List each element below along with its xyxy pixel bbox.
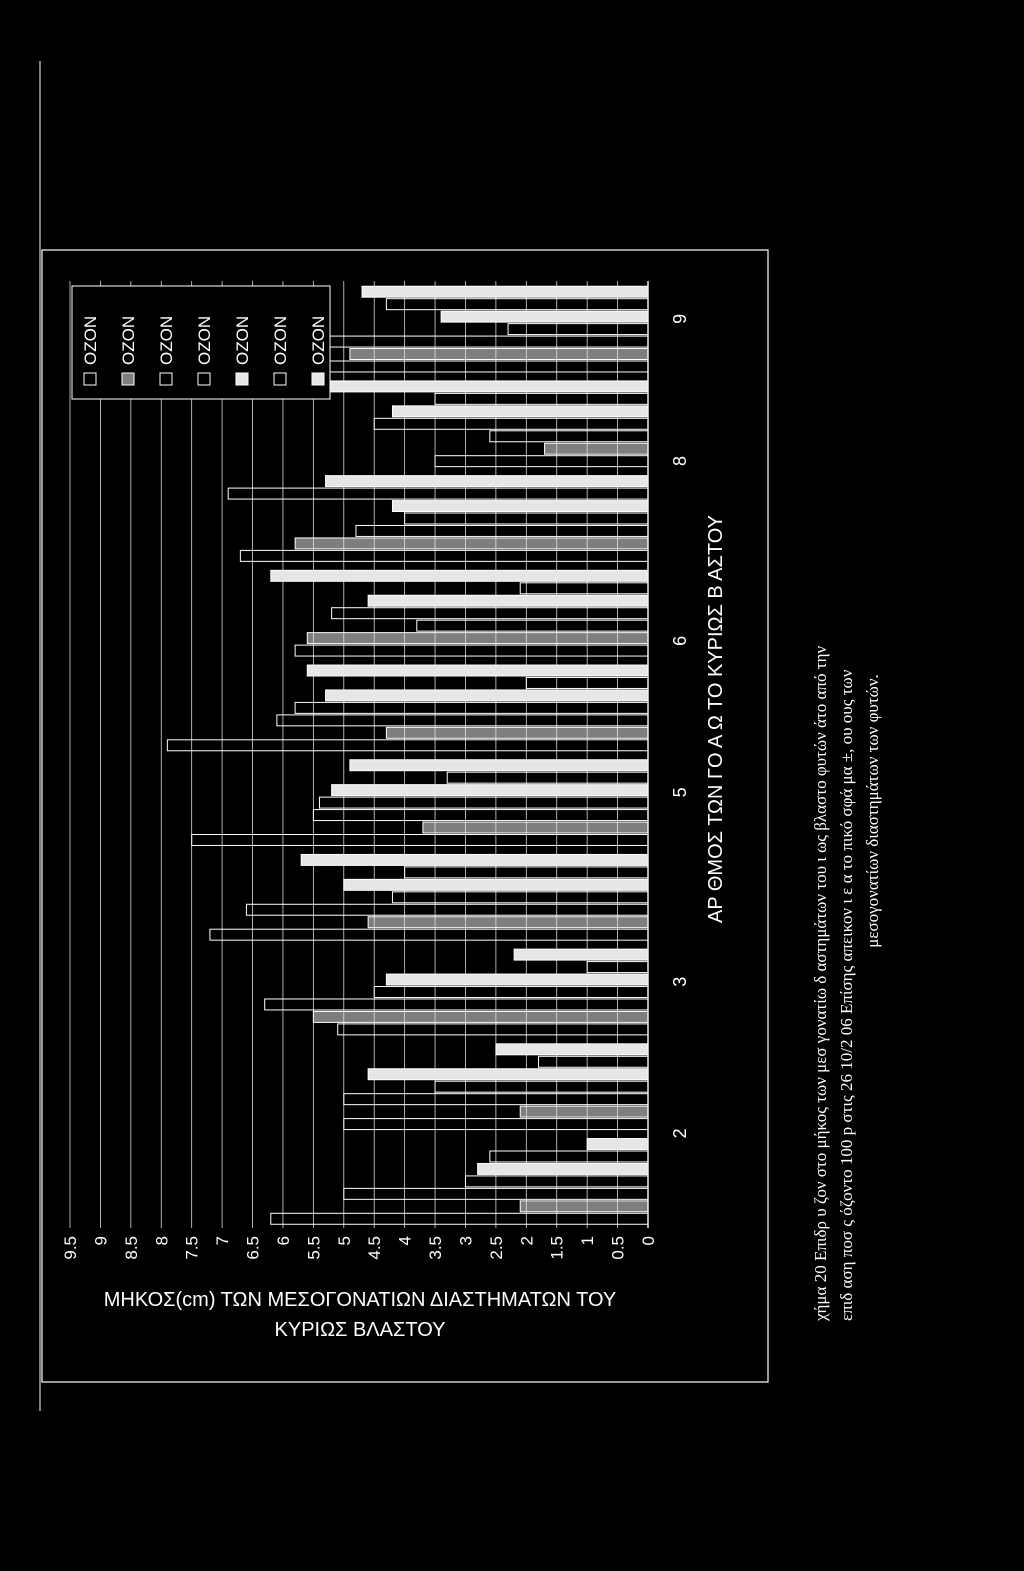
y-tick-label: 4	[395, 1236, 415, 1246]
bar	[295, 645, 648, 656]
legend-swatch	[198, 373, 210, 385]
bar	[520, 1106, 648, 1117]
bar	[301, 854, 648, 865]
bar	[319, 797, 648, 808]
bar	[368, 1069, 648, 1080]
legend-label: OZON	[233, 315, 252, 365]
bar	[246, 904, 648, 915]
legend-label: OZON	[195, 315, 214, 365]
y-tick-label: 0	[639, 1236, 658, 1246]
bar	[338, 1024, 648, 1035]
bar	[490, 431, 648, 442]
y-tick-label: 4.5	[365, 1236, 385, 1260]
legend-swatch	[84, 373, 96, 385]
bar	[228, 488, 648, 499]
y-tick-label: 9	[91, 1236, 111, 1246]
caption-line2: επιδ αση ποσ ς όζοντο 100 p στις 26 10/2 06 Επίσης απεικον ι ε α το πικό σφά μα ±, ου ους των	[837, 669, 856, 1321]
legend-label: OZON	[271, 315, 290, 365]
bar	[313, 1011, 648, 1022]
bar	[271, 570, 648, 581]
bar	[326, 690, 648, 701]
y-tick-label: 7	[213, 1236, 233, 1246]
bar	[435, 393, 648, 404]
y-axis-title-line1: ΜΗΚΟΣ(cm) ΤΩΝ ΜΕΣΟΓΟΝΑΤΙΩΝ ΔΙΑΣΤΗΜΑΤΩΝ ΤΟΥ	[103, 1289, 617, 1311]
legend-label: OZON	[157, 315, 176, 365]
bar	[210, 929, 648, 940]
bar	[350, 349, 648, 360]
bar	[295, 538, 648, 549]
bar	[368, 595, 648, 606]
bar	[496, 1044, 648, 1055]
legend-swatch	[236, 373, 248, 385]
bar	[368, 917, 648, 928]
bar	[277, 715, 648, 726]
y-tick-label: 5	[334, 1236, 354, 1246]
y-tick-label: 6.5	[243, 1236, 263, 1260]
y-tick-label: 6	[273, 1236, 293, 1246]
bar	[545, 443, 648, 454]
y-axis-title-line2: ΚΥΡΙΩΣ ΒΛΑΣΤΟΥ	[274, 1319, 446, 1341]
caption-line3: μεσογονατίων διαστημάτων των φυτών.	[863, 674, 882, 948]
bar	[344, 879, 648, 890]
bar	[514, 949, 648, 960]
bar	[326, 476, 648, 487]
bar	[520, 1201, 648, 1212]
x-axis-title: ΑΡ ΘΜΟΣ ΤΩΝ ΓΟ Α Ω ΤΟ ΚΥΡΙΩΣ Β ΑΣΤΟΥ	[705, 515, 727, 923]
y-tick-label: 0.5	[608, 1236, 628, 1260]
y-tick-label: 5.5	[304, 1236, 324, 1260]
bar	[307, 665, 648, 676]
bar	[386, 727, 648, 738]
x-tick-label: 6	[670, 635, 690, 646]
legend-label: OZON	[309, 315, 328, 365]
y-tick-label: 3	[456, 1236, 476, 1246]
bar	[271, 1213, 648, 1224]
bar	[417, 620, 648, 631]
bar	[508, 324, 648, 335]
bar	[392, 892, 648, 903]
bar	[386, 974, 648, 985]
bar	[392, 501, 648, 512]
bar	[374, 987, 648, 998]
y-axis-title	[104, 1289, 617, 1341]
bar	[289, 361, 648, 372]
x-tick-label: 8	[670, 455, 690, 466]
bar	[313, 810, 648, 821]
bar	[441, 311, 648, 322]
bar	[520, 583, 648, 594]
x-tick-label: 3	[670, 976, 690, 987]
bar	[478, 1163, 648, 1174]
bar	[350, 760, 648, 771]
y-tick-label: 2.5	[486, 1236, 506, 1260]
legend-swatch	[274, 373, 286, 385]
y-tick-label: 7.5	[182, 1236, 202, 1260]
bar	[307, 633, 648, 644]
x-tick-label: 9	[670, 313, 690, 324]
y-tick-label: 1	[578, 1236, 598, 1246]
bar	[265, 999, 648, 1010]
bar	[435, 1081, 648, 1092]
bar	[167, 740, 648, 751]
bar	[332, 785, 648, 796]
legend-swatch	[160, 373, 172, 385]
bar	[392, 406, 648, 417]
caption-line1: χήμα 20 Επιδρ υ ζον στο μήκος των μεσ γονατίω δ αστημάτων του ι ως βλαστο φυτών άτο από την	[811, 645, 830, 1321]
bar	[192, 835, 648, 846]
bar	[319, 381, 648, 392]
y-tick-label: 2	[517, 1236, 537, 1246]
bar	[435, 456, 648, 467]
bar	[423, 822, 648, 833]
y-tick-label: 9.5	[61, 1236, 80, 1260]
bar	[362, 286, 648, 297]
legend-swatch	[312, 373, 324, 385]
y-tick-label: 8	[152, 1236, 172, 1246]
y-tick-label: 8.5	[121, 1236, 141, 1260]
bar	[356, 525, 648, 536]
legend-label: OZON	[81, 315, 100, 365]
bar	[374, 418, 648, 429]
y-tick-label: 1.5	[547, 1236, 567, 1260]
bar	[295, 702, 648, 713]
legend-label: OZON	[119, 315, 138, 365]
bar	[386, 299, 648, 310]
x-tick-label: 2	[670, 1128, 690, 1139]
bar	[332, 608, 648, 619]
bar	[587, 1139, 648, 1150]
x-tick-label: 5	[670, 787, 690, 798]
legend-swatch	[122, 373, 134, 385]
y-tick-label: 3.5	[426, 1236, 446, 1260]
bar	[490, 1151, 648, 1162]
bar	[538, 1056, 648, 1067]
